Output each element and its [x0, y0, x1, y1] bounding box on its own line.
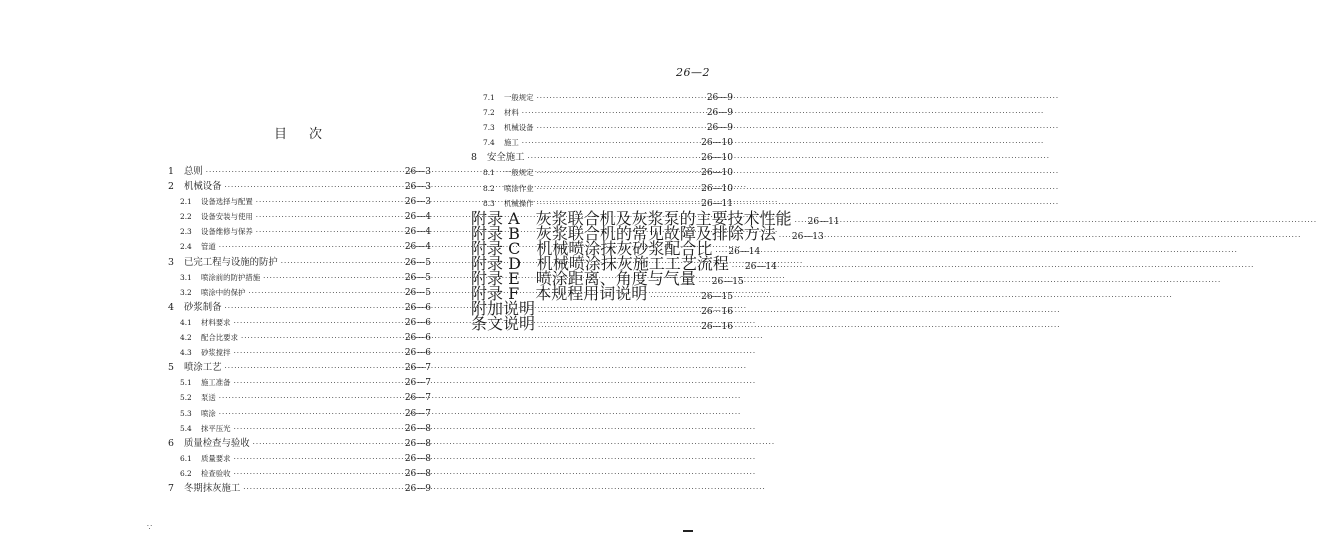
toc-entry-section: [471, 135, 733, 150]
toc-entry-label: 材料要求: [201, 317, 231, 327]
toc-entry-label: 条文说明: [471, 314, 536, 334]
toc-leader-dots: [650, 290, 698, 305]
toc-entry-page: 26—10: [701, 138, 733, 149]
toc-entry-number: 6.1: [180, 453, 192, 463]
toc-entry-number: 7.3: [483, 123, 495, 133]
toc-entry-section: [471, 120, 733, 135]
toc-leader-dots: [281, 256, 402, 271]
toc-leader-dots: [537, 166, 699, 181]
toc-entry-label: 机械设备: [184, 181, 222, 193]
toc-entry-page: 26—6: [404, 317, 431, 328]
toc-entry-number: 5: [168, 362, 174, 374]
toc-entry-page: 26—6: [404, 348, 431, 359]
toc-leader-dots: [522, 106, 704, 121]
toc-entry-page: 26—5: [404, 287, 431, 298]
toc-right-column: [471, 90, 840, 334]
toc-entry-page: 26—15: [711, 277, 744, 288]
toc-left-column: [168, 164, 431, 496]
toc-entry-label: 冬期抹灰施工: [184, 482, 241, 494]
toc-entry-section: [471, 105, 733, 120]
toc-entry-label: 机械操作: [504, 198, 534, 208]
toc-entry-label: 材料: [504, 108, 519, 118]
toc-leader-dots: [732, 260, 742, 275]
toc-entry-page: 26—4: [404, 227, 431, 238]
toc-entry-section: [168, 330, 431, 345]
toc-entry-number: 5.4: [180, 423, 192, 433]
toc-leader-dots: [248, 286, 401, 301]
toc-leader-dots: [537, 91, 704, 106]
toc-entry-page: 26－16: [701, 307, 733, 318]
toc-entry-page: 26—7: [404, 408, 431, 419]
toc-entry-number: 6.2: [180, 468, 192, 478]
toc-entry-number: 2.1: [180, 197, 192, 207]
toc-entry-label: 附录 A 灰浆联合机及灰浆泵的主要技术性能: [471, 208, 792, 228]
toc-entry-page: 26—8: [404, 468, 431, 479]
toc-entry-page: 26—16: [701, 322, 733, 333]
scan-mark: ∵: [147, 523, 153, 532]
toc-entry-page: 26—13: [791, 231, 824, 242]
toc-entry-chapter: [168, 179, 431, 194]
toc-entry-section: [168, 390, 431, 405]
toc-entry-label: 砂浆制备: [184, 301, 222, 313]
toc-entry-number: 3.2: [180, 287, 192, 297]
toc-entry-label: 配合比要求: [201, 333, 238, 343]
toc-entry-label: 泵送: [201, 393, 216, 403]
toc-entry-number: 7: [168, 482, 174, 494]
toc-entry-page: 26—7: [404, 363, 431, 374]
toc-leader-dots: [779, 230, 789, 245]
toc-entry-label: 附录 F 本规程用词说明: [471, 284, 648, 304]
toc-entry-page: 26—6: [404, 302, 431, 313]
toc-leader-dots: [263, 271, 402, 286]
toc-entry-section: [168, 345, 431, 360]
toc-entry-number: 8: [471, 152, 477, 164]
toc-entry-number: 5.1: [180, 378, 192, 388]
toc-entry-number: 5.3: [180, 408, 192, 418]
toc-entry-number: 8.2: [483, 183, 495, 193]
toc-leader-dots: [225, 361, 402, 376]
toc-entry-number: 7.2: [483, 108, 495, 118]
toc-entry-section: [471, 165, 733, 180]
toc-leader-dots: [234, 422, 402, 437]
toc-entry-page: 26—11: [807, 216, 840, 227]
toc-leader-dots: [234, 467, 402, 482]
toc-entry-label: 附录 E 喷涂距离、角度与气量: [471, 269, 696, 289]
toc-leader-dots: [699, 275, 709, 290]
toc-entry-section: [168, 451, 431, 466]
toc-leader-dots: [219, 240, 402, 255]
toc-entry-label: 机械设备: [504, 123, 534, 133]
toc-entry-page: 26—4: [404, 242, 431, 253]
toc-entry-label: 管道: [201, 242, 216, 252]
toc-leader-dots: [522, 136, 698, 151]
toc-entry-label: 一般规定: [504, 93, 534, 102]
toc-leader-dots: [256, 210, 402, 225]
toc-entry-number: 2: [168, 181, 174, 193]
toc-entry-page: 26—8: [404, 453, 431, 464]
toc-entry-number: 8.1: [483, 168, 495, 178]
toc-leader-dots: [538, 305, 698, 320]
toc-entry-number: 7.4: [483, 138, 495, 148]
toc-leader-dots: [537, 121, 704, 136]
toc-leader-dots: [234, 376, 402, 391]
toc-entry-page: 26—14: [728, 246, 761, 257]
toc-entry-page: 26—9: [404, 483, 431, 494]
toc-entry-label: 质量检查与验收: [184, 437, 250, 449]
toc-leader-dots: [253, 437, 402, 452]
toc-entry-number: 4: [168, 301, 174, 313]
toc-entry-label: 抹平压光: [201, 423, 231, 433]
toc-entry-number: 2.3: [180, 227, 192, 237]
toc-entry-chapter: [168, 436, 431, 451]
toc-leader-dots: [219, 391, 402, 406]
toc-leader-dots: [234, 452, 402, 467]
toc-entry-page: 26—5: [404, 272, 431, 283]
toc-entry-label: 附录 C 机械喷涂抹灰砂浆配合比: [471, 238, 713, 258]
toc-leader-dots: [538, 320, 698, 335]
toc-entry-number: 1: [168, 166, 174, 177]
toc-entry-number: 6: [168, 437, 174, 449]
toc-entry-label: 设备维修与保养: [201, 227, 253, 237]
toc-entry-chapter: [168, 164, 431, 179]
toc-entry-number: 3: [168, 256, 174, 268]
toc-entry-page: 26—8: [404, 438, 431, 449]
toc-entry-number: 7.1: [483, 93, 495, 102]
toc-entry-page: 26—4: [404, 212, 431, 223]
toc-entry-page: 26—9: [706, 123, 733, 134]
toc-entry-page: 26—3: [404, 182, 431, 193]
toc-entry-section: [168, 315, 431, 330]
toc-entry-label: 施工准备: [201, 378, 231, 388]
toc-entry-label: 喷涂中的保护: [201, 287, 246, 297]
page-number: 26—2: [676, 66, 710, 79]
toc-entry-number: 2.4: [180, 242, 192, 252]
toc-entry-section: [168, 209, 431, 224]
toc-entry-number: 3.1: [180, 272, 192, 282]
toc-entry-page: 26—5: [404, 257, 431, 268]
toc-entry-label: 设备安装与使用: [201, 212, 253, 222]
toc-entry-label: 喷涂前的防护措施: [201, 272, 261, 282]
toc-entry-section: [471, 181, 733, 196]
toc-entry-label: 检查验收: [201, 468, 231, 478]
toc-entry-label: 砂浆搅拌: [201, 348, 231, 358]
toc-leader-dots: [243, 482, 402, 497]
toc-leader-dots: [256, 195, 402, 210]
toc-entry-page: 26—9: [706, 108, 733, 119]
toc-leader-dots: [537, 182, 699, 197]
toc-entry-page: 26—15: [701, 292, 733, 303]
toc-entry-chapter: [168, 255, 431, 270]
toc-title: 目次: [274, 127, 345, 142]
toc-leader-dots: [234, 316, 402, 331]
toc-entry-label: 喷涂作业: [504, 183, 534, 193]
toc-entry-page: 26—10: [701, 168, 733, 179]
toc-leader-dots: [256, 225, 402, 240]
toc-entry-label: 已完工程与设施的防护: [184, 256, 278, 268]
toc-entry-page: 26—7: [404, 378, 431, 389]
toc-entry-label: 设备选择与配置: [201, 197, 253, 207]
toc-entry-section: [168, 406, 431, 421]
toc-entry-label: 喷涂工艺: [184, 362, 222, 374]
toc-entry-label: 附加说明: [471, 299, 536, 319]
toc-entry-page: 26—14: [744, 262, 777, 273]
toc-entry-section: [168, 224, 431, 239]
toc-entry-page: 26—3: [404, 197, 431, 208]
toc-entry-chapter: [168, 481, 431, 496]
toc-entry-label: 质量要求: [201, 453, 231, 463]
toc-leader-dots: [225, 180, 402, 195]
toc-leader-dots: [225, 301, 402, 316]
toc-entry-page: 26—8: [404, 423, 431, 434]
toc-entry-number: 8.3: [483, 198, 495, 208]
toc-entry-section: [168, 194, 431, 209]
toc-entry-chapter: [168, 300, 431, 315]
toc-entry-number: 5.2: [180, 393, 192, 403]
toc-entry-number: 4.1: [180, 317, 192, 327]
toc-entry-chapter: [168, 360, 431, 375]
toc-entry-number: 4.3: [180, 348, 192, 358]
toc-entry-label: 喷涂: [201, 408, 216, 418]
toc-entry-page: 26—10: [701, 153, 733, 164]
toc-entry-section: [168, 375, 431, 390]
toc-leader-dots: [528, 151, 699, 166]
toc-leader-dots: [795, 215, 805, 230]
toc-entry-chapter: [471, 150, 733, 165]
toc-entry-page: 26—10: [701, 183, 733, 194]
toc-entry-page: 26—7: [404, 393, 431, 404]
toc-entry-page: 26—11: [701, 198, 733, 209]
toc-entry-page: 26—9: [706, 93, 733, 103]
toc-entry-label: 总则: [184, 166, 203, 177]
toc-leader-dots: [219, 407, 402, 422]
scan-dash-mark: [683, 530, 693, 532]
toc-entry-label: 施工: [504, 138, 519, 148]
toc-entry-section: [168, 421, 431, 436]
toc-entry-page: 26—3: [404, 167, 431, 177]
toc-entry-section: [471, 90, 733, 105]
toc-entry-section: [168, 239, 431, 254]
toc-entry-section: [168, 285, 431, 300]
toc-entry-number: 4.2: [180, 333, 192, 343]
toc-entry-label: 一般规定: [504, 168, 534, 178]
toc-entry-section: [168, 466, 431, 481]
toc-leader-dots: [234, 346, 402, 361]
toc-entry-label: 附录 B 灰浆联合机的常见故障及排除方法: [471, 223, 776, 243]
toc-leader-dots: [206, 165, 402, 180]
toc-leader-dots: [241, 331, 402, 346]
toc-entry-label: 安全施工: [487, 152, 525, 164]
toc-entry-label: 附录 D 机械喷涂抹灰施工工艺流程: [471, 254, 729, 274]
toc-entry-page: 26—6: [404, 333, 431, 344]
toc-entry-number: 2.2: [180, 212, 192, 222]
toc-entry-section: [168, 270, 431, 285]
